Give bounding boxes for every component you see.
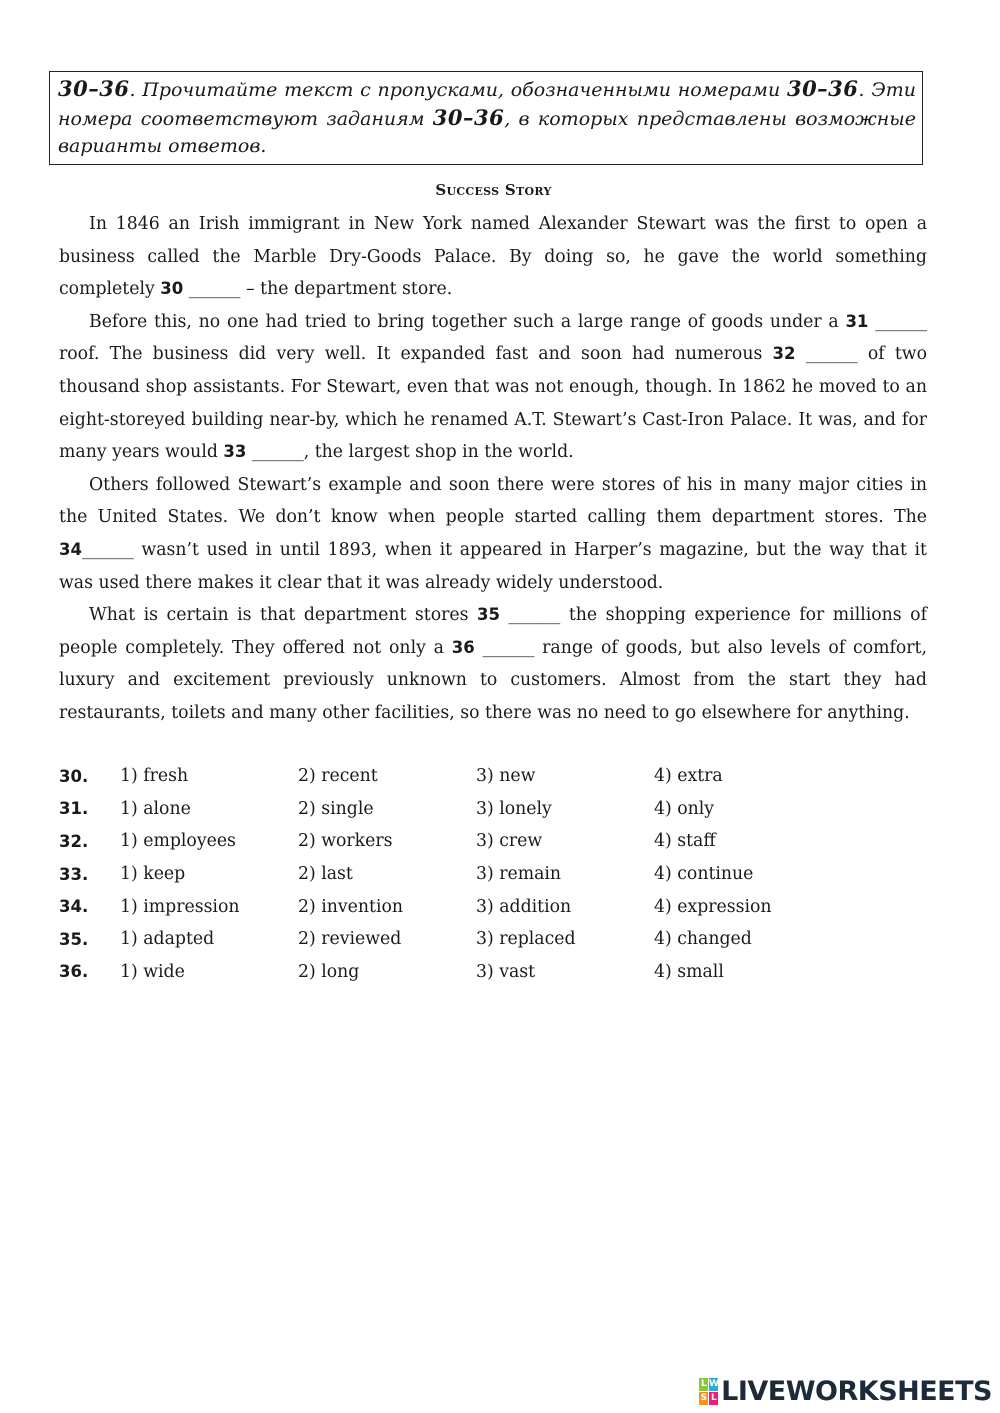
gap-31[interactable]: 31	[845, 311, 869, 331]
option-3[interactable]: 3) replaced	[476, 929, 576, 950]
task-range: 30–36	[432, 105, 505, 130]
text-run: ______ range of goods, but also levels of comfort, luxury and excitement previously unknown to customers. Almost from the start they had restaurants, toilets and many other facilities, so there was no need to go elsewhere for anything.	[59, 637, 927, 723]
text-run: ______ the shopping experience for millions of people completely. They offered not only a	[59, 605, 927, 658]
option-2[interactable]: 2) recent	[298, 766, 378, 787]
logo-tile: W	[708, 1379, 719, 1389]
task-range: 30–36	[786, 76, 859, 101]
option-3[interactable]: 3) vast	[476, 961, 536, 982]
option-2[interactable]: 2) reviewed	[298, 929, 402, 950]
option-1[interactable]: 1) impression	[120, 896, 240, 917]
instruction-text: , в которых представлены возможные варианты ответов.	[58, 108, 917, 157]
option-3[interactable]: 3) remain	[476, 864, 562, 885]
option-1[interactable]: 1) fresh	[120, 766, 189, 787]
logo-tile: L	[701, 1379, 707, 1389]
task-range: 30–36	[58, 76, 130, 101]
option-2[interactable]: 2) last	[298, 864, 353, 885]
logo-text: LIVEWORKSHEETS	[721, 1376, 992, 1407]
logo-tile: S	[700, 1393, 707, 1403]
question-number: 33.	[59, 864, 89, 884]
option-4[interactable]: 4) small	[654, 961, 724, 982]
text-run: ______ – the department store.	[183, 279, 453, 300]
option-row-30	[59, 760, 939, 793]
option-1[interactable]: 1) employees	[120, 831, 236, 852]
instruction-text: . Эти номера соответствуют заданиям	[58, 79, 917, 130]
option-2[interactable]: 2) long	[298, 961, 360, 982]
logo-mark-icon	[699, 1378, 718, 1405]
liveworksheets-logo[interactable]	[699, 1376, 992, 1407]
story-text	[59, 208, 927, 730]
text-run: What is certain is that department stores	[89, 605, 477, 626]
paragraph-3	[59, 469, 927, 599]
gap-30[interactable]: 30	[160, 279, 184, 299]
instruction-text: . Прочитайте текст с пропусками, обозначенными номерами	[129, 79, 787, 101]
paragraph-2	[59, 306, 927, 469]
text-run: ______ of two thousand shop assistants. For Stewart, even that was not enough, though. In 1862 he moved to an eight-storeyed building near-by, which he renamed A.T. Stewart’s Cast-Iron Palace. It was, and for many years would	[59, 344, 927, 463]
option-4[interactable]: 4) expression	[654, 896, 772, 917]
option-1[interactable]: 1) wide	[120, 961, 185, 982]
option-2[interactable]: 2) workers	[298, 831, 393, 852]
text-run: Others followed Stewart’s example and soon there were stores of his in many major cities in the United States. We don’t know when people started calling them department stores. The	[59, 474, 927, 528]
option-4[interactable]: 4) only	[654, 798, 715, 819]
gap-36[interactable]: 36	[451, 637, 475, 657]
paragraph-4	[59, 599, 927, 729]
option-4[interactable]: 4) staff	[654, 831, 716, 852]
option-4[interactable]: 4) changed	[654, 929, 752, 950]
instruction-box	[49, 71, 923, 165]
logo-tile: L	[711, 1393, 717, 1403]
gap-33[interactable]: 33	[223, 442, 247, 462]
text-run: ______ roof. The business did very well. It expanded fast and soon had numerous	[59, 311, 927, 365]
paragraph-1	[59, 208, 927, 306]
option-row-36	[59, 956, 939, 989]
gap-32[interactable]: 32	[772, 344, 796, 364]
question-number: 35.	[59, 929, 89, 949]
option-1[interactable]: 1) keep	[120, 864, 186, 885]
option-4[interactable]: 4) continue	[654, 864, 754, 885]
question-number: 36.	[59, 962, 89, 982]
option-1[interactable]: 1) adapted	[120, 929, 215, 950]
option-row-32	[59, 825, 939, 858]
option-4[interactable]: 4) extra	[654, 766, 723, 787]
option-row-35	[59, 923, 939, 956]
option-2[interactable]: 2) invention	[298, 896, 404, 917]
option-3[interactable]: 3) crew	[476, 831, 543, 852]
question-number: 34.	[59, 897, 89, 917]
option-row-34	[59, 890, 939, 923]
option-3[interactable]: 3) lonely	[476, 798, 552, 819]
story-title: Success Story	[435, 181, 552, 199]
option-1[interactable]: 1) alone	[120, 798, 191, 819]
option-3[interactable]: 3) addition	[476, 896, 572, 917]
answer-options	[59, 760, 939, 988]
option-row-31	[59, 793, 939, 826]
gap-34[interactable]: 34	[59, 539, 82, 559]
question-number: 31.	[59, 799, 89, 819]
text-run: Before this, no one had tried to bring together such a large range of goods under a	[89, 311, 846, 332]
text-run: In 1846 an Irish immigrant in New York named Alexander Stewart was the first to open a business called the Marble Dry-Goods Palace. By doing so, he gave the world something completely	[59, 214, 927, 300]
question-number: 32.	[59, 831, 89, 851]
option-2[interactable]: 2) single	[298, 798, 374, 819]
question-number: 30.	[59, 766, 89, 786]
text-run: ______, the largest shop in the world.	[246, 442, 574, 463]
text-run: ______ wasn’t used in until 1893, when it appeared in Harper’s magazine, but the way that it was used there makes it clear that it was already widely understood.	[59, 539, 927, 593]
option-row-33	[59, 858, 939, 891]
option-3[interactable]: 3) new	[476, 766, 536, 787]
gap-35[interactable]: 35	[477, 605, 500, 625]
